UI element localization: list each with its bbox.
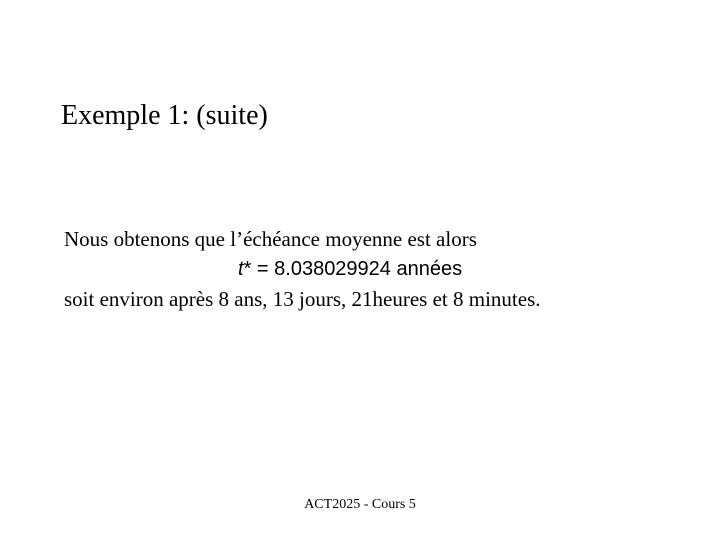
formula-variable: t: [238, 258, 244, 280]
formula-value: * = 8.038029924 années: [243, 258, 463, 280]
formula-line: [64, 254, 541, 284]
slide-title: Exemple 1: (suite): [61, 100, 268, 131]
slide-body: [64, 224, 541, 314]
slide-footer: ACT2025 - Cours 5: [304, 497, 416, 512]
intro-line: Nous obtenons que l’échéance moyenne est alors: [64, 227, 477, 251]
conclusion-line: soit environ après 8 ans, 13 jours, 21heures et 8 minutes.: [64, 287, 541, 311]
